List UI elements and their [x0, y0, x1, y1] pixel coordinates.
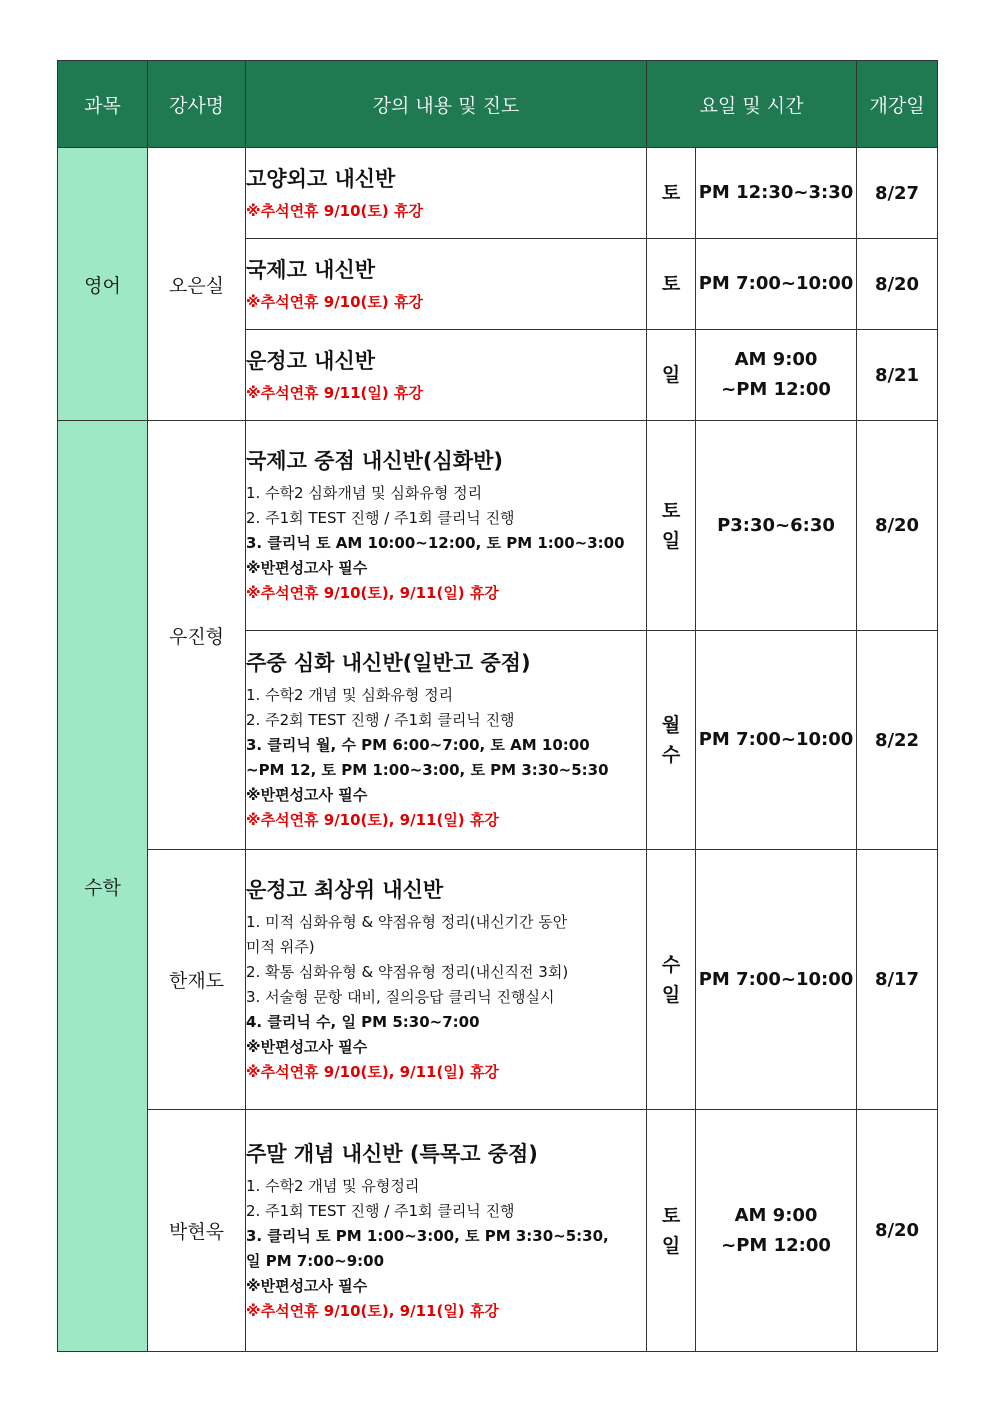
header-schedule: 요일 및 시간 — [647, 61, 857, 148]
course-start: 8/20 — [857, 421, 938, 631]
table-row — [58, 421, 938, 631]
course-day-text: 토 — [661, 182, 681, 204]
course-day — [647, 850, 696, 1110]
course-time-text: ~PM 12:00 — [721, 379, 831, 400]
table-row — [58, 148, 938, 239]
course-day — [647, 421, 696, 631]
holiday-notice: ※추석연휴 9/10(토) 휴강 — [246, 201, 423, 220]
course-time — [696, 850, 857, 1110]
course-detail-line: 2. 주1회 TEST 진행 / 주1회 클리닉 진행 — [246, 509, 515, 527]
course-day — [647, 330, 696, 421]
course-time — [696, 330, 857, 421]
course-detail-line: ※반편성고사 필수 — [246, 1038, 368, 1056]
teacher-cell: 오은실 — [148, 148, 246, 421]
course-title: 국제고 내신반 — [246, 257, 376, 282]
course-detail-line: 3. 클리닉 토 AM 10:00~12:00, 토 PM 1:00~3:00 — [246, 534, 625, 552]
teacher-cell: 박현욱 — [148, 1110, 246, 1352]
course-content — [246, 421, 647, 631]
holiday-notice: ※추석연휴 9/10(토), 9/11(일) 휴강 — [246, 584, 499, 602]
course-title: 주중 심화 내신반(일반고 중점) — [246, 651, 531, 675]
course-detail-line: 1. 수학2 심화개념 및 심화유형 정리 — [246, 484, 483, 502]
course-day-text: 일 — [661, 983, 681, 1006]
course-detail-line: 2. 주1회 TEST 진행 / 주1회 클리닉 진행 — [246, 1201, 515, 1220]
course-time — [696, 421, 857, 631]
course-time-text: AM 9:00 — [734, 349, 818, 370]
course-detail-line: 3. 클리닉 토 PM 1:00~3:00, 토 PM 3:30~5:30, — [246, 1226, 609, 1245]
course-detail-line: 미적 위주) — [246, 938, 315, 956]
course-content — [246, 148, 647, 239]
table-row — [58, 850, 938, 1110]
header-row — [58, 61, 938, 148]
course-detail-line: 1. 미적 심화유형 & 약점유형 정리(내신기간 동안 — [246, 913, 568, 931]
course-title: 운정고 최상위 내신반 — [246, 878, 444, 902]
course-time — [696, 148, 857, 239]
subject-cell-math: 수학 — [58, 421, 148, 1352]
course-time-text: ~PM 12:00 — [721, 1234, 831, 1256]
holiday-notice: ※추석연휴 9/11(일) 휴강 — [246, 383, 423, 402]
course-start: 8/17 — [857, 850, 938, 1110]
course-title: 주말 개념 내신반 (특목고 중점) — [246, 1141, 538, 1166]
teacher-cell: 우진형 — [148, 421, 246, 850]
course-day — [647, 631, 696, 850]
holiday-notice: ※추석연휴 9/10(토), 9/11(일) 휴강 — [246, 811, 499, 829]
course-content — [246, 1110, 647, 1352]
course-start: 8/27 — [857, 148, 938, 239]
course-time — [696, 1110, 857, 1352]
course-detail-line: ※반편성고사 필수 — [246, 1276, 368, 1295]
course-detail-line: 3. 클리닉 월, 수 PM 6:00~7:00, 토 AM 10:00 — [246, 736, 590, 754]
course-detail-line: 1. 수학2 개념 및 유형정리 — [246, 1176, 420, 1195]
course-time-text: PM 12:30~3:30 — [698, 182, 854, 203]
course-time-text: PM 7:00~10:00 — [698, 968, 854, 990]
holiday-notice: ※추석연휴 9/10(토), 9/11(일) 휴강 — [246, 1301, 499, 1320]
course-detail-line: 일 PM 7:00~9:00 — [246, 1251, 385, 1270]
course-day-text: 월 — [661, 714, 681, 736]
course-start: 8/20 — [857, 1110, 938, 1352]
course-day — [647, 148, 696, 239]
holiday-notice: ※추석연휴 9/10(토) 휴강 — [246, 292, 423, 311]
course-day-text: 토 — [661, 1204, 681, 1227]
course-detail-line: 2. 확통 심화유형 & 약점유형 정리(내신직전 3회) — [246, 963, 569, 981]
course-content — [246, 631, 647, 850]
course-time-text: PM 7:00~10:00 — [698, 729, 854, 750]
subject-cell-english: 영어 — [58, 148, 148, 421]
course-time — [696, 631, 857, 850]
course-day-text: 수 — [661, 744, 681, 766]
course-time-text: AM 9:00 — [734, 1204, 818, 1226]
table-row — [58, 1110, 938, 1352]
course-start: 8/22 — [857, 631, 938, 850]
course-day — [647, 239, 696, 330]
holiday-notice: ※추석연휴 9/10(토), 9/11(일) 휴강 — [246, 1063, 499, 1081]
course-title: 고양외고 내신반 — [246, 166, 396, 191]
course-time-text: P3:30~6:30 — [717, 514, 835, 536]
course-time-text: PM 7:00~10:00 — [698, 273, 854, 294]
course-detail-line: 3. 서술형 문항 대비, 질의응답 클리닉 진행실시 — [246, 988, 555, 1006]
course-detail-line: 4. 클리닉 수, 일 PM 5:30~7:00 — [246, 1013, 480, 1031]
header-content: 강의 내용 및 진도 — [246, 61, 647, 148]
course-detail-line: ~PM 12, 토 PM 1:00~3:00, 토 PM 3:30~5:30 — [246, 761, 609, 779]
schedule-table — [57, 60, 938, 1352]
course-day-text: 토 — [661, 273, 681, 295]
course-content — [246, 239, 647, 330]
course-start: 8/20 — [857, 239, 938, 330]
header-teacher: 강사명 — [148, 61, 246, 148]
course-content — [246, 330, 647, 421]
course-day — [647, 1110, 696, 1352]
course-detail-line: 1. 수학2 개념 및 심화유형 정리 — [246, 686, 454, 704]
course-time — [696, 239, 857, 330]
course-detail-line: ※반편성고사 필수 — [246, 786, 368, 804]
course-day-text: 일 — [661, 1234, 681, 1257]
course-content — [246, 850, 647, 1110]
header-subject: 과목 — [58, 61, 148, 148]
teacher-cell: 한재도 — [148, 850, 246, 1110]
course-start: 8/21 — [857, 330, 938, 421]
course-day-text: 일 — [661, 529, 681, 552]
course-title: 국제고 중점 내신반(심화반) — [246, 449, 503, 473]
course-title: 운정고 내신반 — [246, 348, 376, 373]
course-detail-line: 2. 주2회 TEST 진행 / 주1회 클리닉 진행 — [246, 711, 515, 729]
course-detail-line: ※반편성고사 필수 — [246, 559, 368, 577]
course-day-text: 수 — [661, 953, 681, 976]
header-start: 개강일 — [857, 61, 938, 148]
course-day-text: 토 — [661, 499, 681, 522]
course-day-text: 일 — [661, 364, 681, 386]
